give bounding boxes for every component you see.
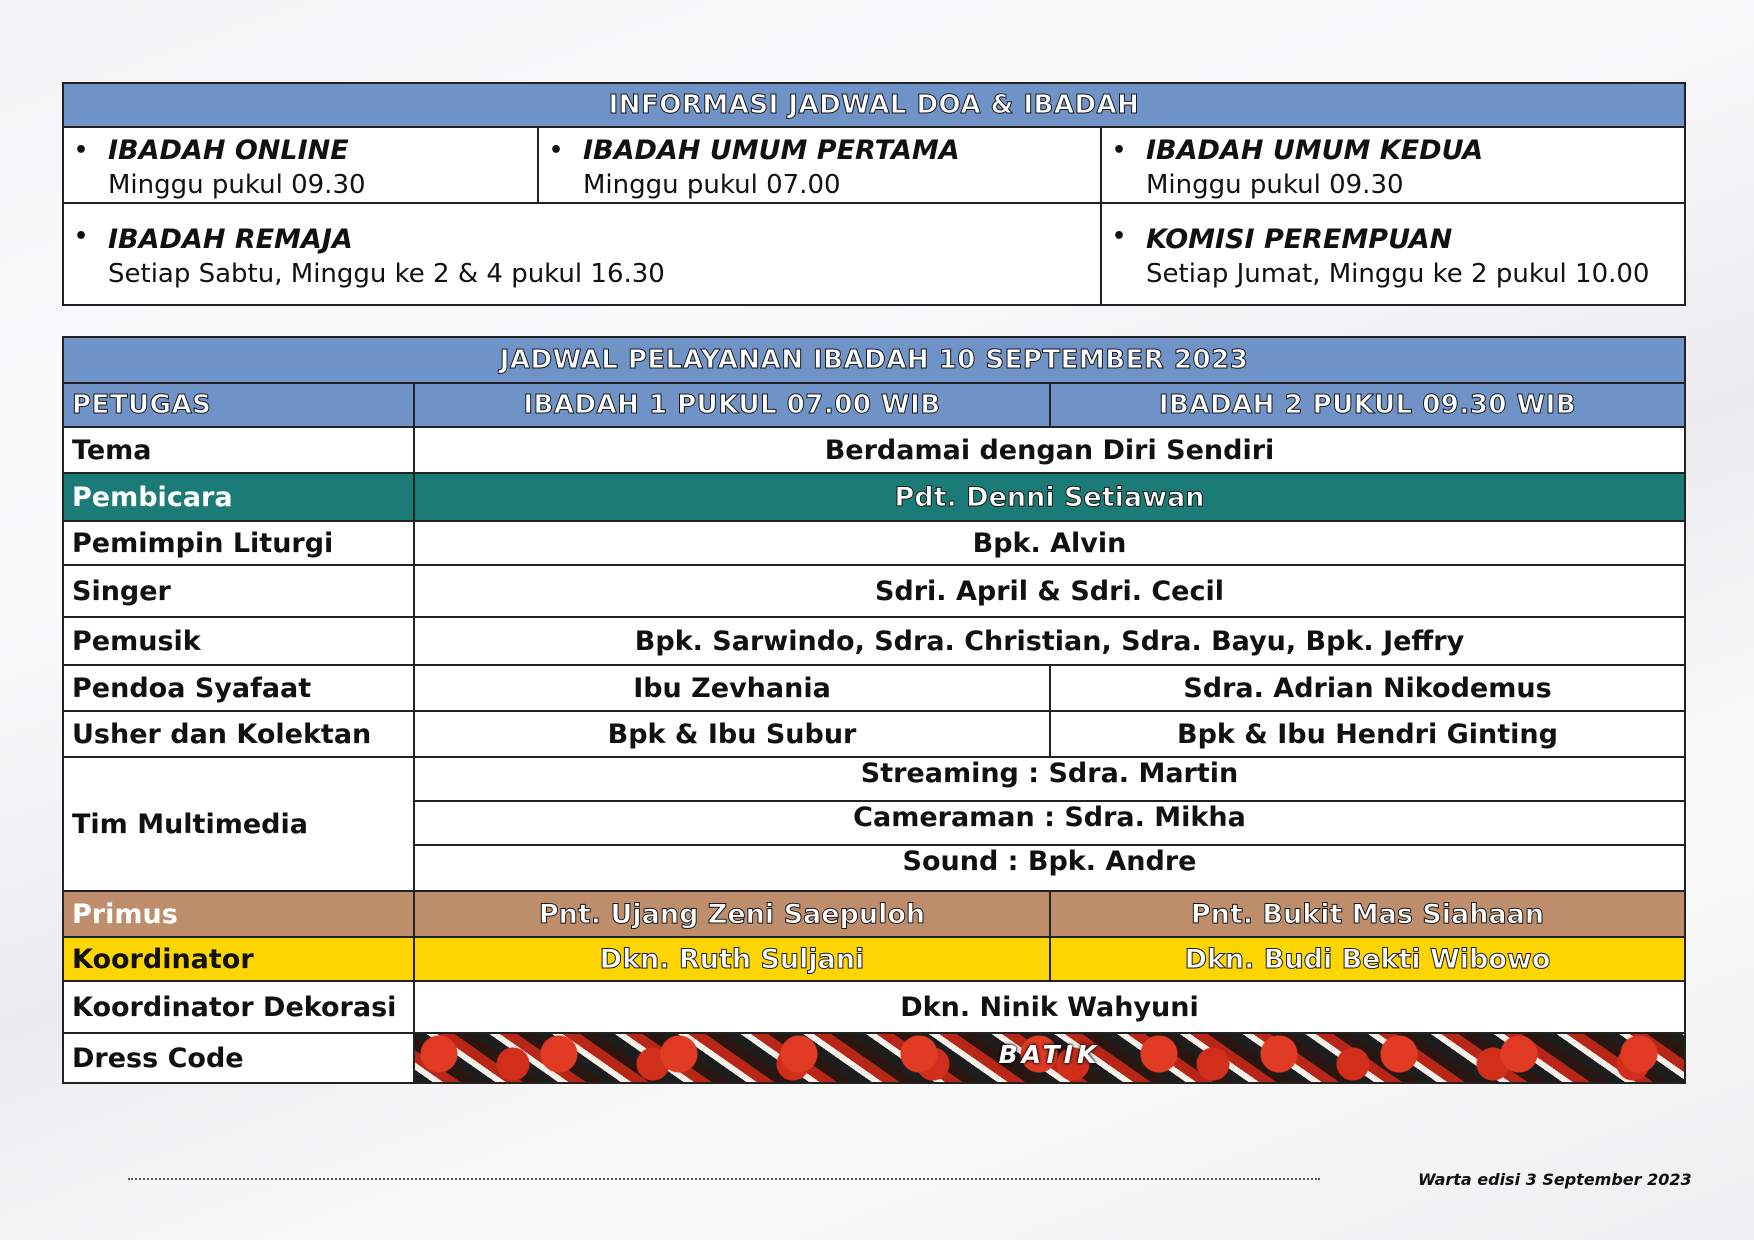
label-pemusik: Pemusik: [64, 618, 415, 664]
column-header-row: [64, 384, 1684, 428]
label-pendoa: Pendoa Syafaat: [64, 666, 415, 710]
label-multimedia: Tim Multimedia: [64, 758, 415, 890]
info-header: INFORMASI JADWAL DOA & IBADAH: [608, 90, 1140, 120]
label-primus: Primus: [64, 892, 415, 936]
value-streaming: Streaming : Sdra. Martin: [415, 758, 1684, 802]
label-koordinator: Koordinator: [64, 938, 415, 980]
label-dress-code: Dress Code: [64, 1034, 415, 1082]
label-tema: Tema: [64, 428, 415, 472]
bullet-icon: •: [74, 224, 89, 249]
schedule-header: JADWAL PELAYANAN IBADAH 10 SEPTEMBER 2023: [499, 345, 1249, 375]
row-koordinator: [64, 938, 1684, 982]
value-usher-2: Bpk & Ibu Hendri Ginting: [1177, 718, 1558, 750]
schedule-table: [62, 336, 1686, 1084]
bullet-icon: •: [1112, 224, 1127, 249]
info-item-komisi-perempuan: • KOMISI PEREMPUAN Setiap Jumat, Minggu ke 2 pukul 10.00: [1112, 224, 1650, 289]
footer-edition: Warta edisi 3 September 2023: [1418, 1170, 1692, 1189]
value-usher-1: Bpk & Ibu Subur: [415, 712, 1051, 756]
col-ibadah-2: IBADAH 2 PUKUL 09.30 WIB: [1158, 390, 1577, 420]
info-item-umum-pertama: • IBADAH UMUM PERTAMA Minggu pukul 07.00: [539, 128, 1102, 202]
col-ibadah-1: IBADAH 1 PUKUL 07.00 WIB: [523, 390, 941, 420]
row-singer: [64, 566, 1684, 618]
row-pendoa: [64, 666, 1684, 712]
row-primus: [64, 892, 1684, 938]
row-usher: [64, 712, 1684, 758]
value-tema: Berdamai dengan Diri Sendiri: [824, 434, 1275, 466]
label-usher: Usher dan Kolektan: [64, 712, 415, 756]
value-primus-2: Pnt. Bukit Mas Siahaan: [1190, 898, 1545, 930]
value-pembicara: Pdt. Denni Setiawan: [894, 481, 1205, 513]
row-pembicara: [64, 474, 1684, 522]
col-petugas: PETUGAS: [72, 390, 212, 420]
label-liturgi: Pemimpin Liturgi: [64, 522, 415, 564]
bullet-icon: •: [1112, 138, 1127, 163]
row-tema: [64, 428, 1684, 474]
value-primus-1: Pnt. Ujang Zeni Saepuloh: [415, 892, 1051, 936]
bullet-icon: •: [549, 138, 564, 163]
row-multimedia: [64, 758, 1684, 892]
info-row-1: [64, 128, 1684, 204]
row-dress-code: [64, 1034, 1684, 1082]
info-header-row: [64, 84, 1684, 128]
label-pembicara: Pembicara: [64, 474, 415, 520]
value-dekorasi: Dkn. Ninik Wahyuni: [900, 991, 1199, 1023]
value-dress-code: BATIK: [998, 1040, 1101, 1069]
footer-divider: [128, 1178, 1320, 1180]
info-item-remaja: • IBADAH REMAJA Setiap Sabtu, Minggu ke 2 & 4 pukul 16.30: [64, 204, 1102, 304]
value-pendoa-2: Sdra. Adrian Nikodemus: [1183, 672, 1552, 704]
value-singer: Sdri. April & Sdri. Cecil: [874, 575, 1225, 607]
batik-pattern-image: [415, 1034, 1684, 1082]
value-sound: Sound : Bpk. Andre: [902, 846, 1197, 877]
label-singer: Singer: [64, 566, 415, 616]
bullet-icon: •: [74, 138, 89, 163]
value-cameraman: Cameraman : Sdra. Mikha: [415, 802, 1684, 846]
label-dekorasi: Koordinator Dekorasi: [64, 982, 415, 1032]
value-koordinator-1: Dkn. Ruth Suljani: [415, 938, 1051, 980]
value-pemusik: Bpk. Sarwindo, Sdra. Christian, Sdra. Bayu, Bpk. Jeffry: [634, 625, 1465, 657]
row-pemusik: [64, 618, 1684, 666]
row-liturgi: [64, 522, 1684, 566]
value-koordinator-2: Dkn. Budi Bekti Wibowo: [1184, 943, 1551, 975]
schedule-header-row: [64, 338, 1684, 384]
info-item-umum-kedua: • IBADAH UMUM KEDUA Minggu pukul 09.30: [1112, 135, 1484, 200]
info-item-online: • IBADAH ONLINE Minggu pukul 09.30: [64, 128, 539, 202]
value-pendoa-1: Ibu Zevhania: [415, 666, 1051, 710]
row-dekorasi: [64, 982, 1684, 1034]
multimedia-subrows: [415, 758, 1684, 890]
value-liturgi: Bpk. Alvin: [972, 527, 1127, 559]
info-row-2: [64, 204, 1684, 304]
info-table: [62, 82, 1686, 306]
